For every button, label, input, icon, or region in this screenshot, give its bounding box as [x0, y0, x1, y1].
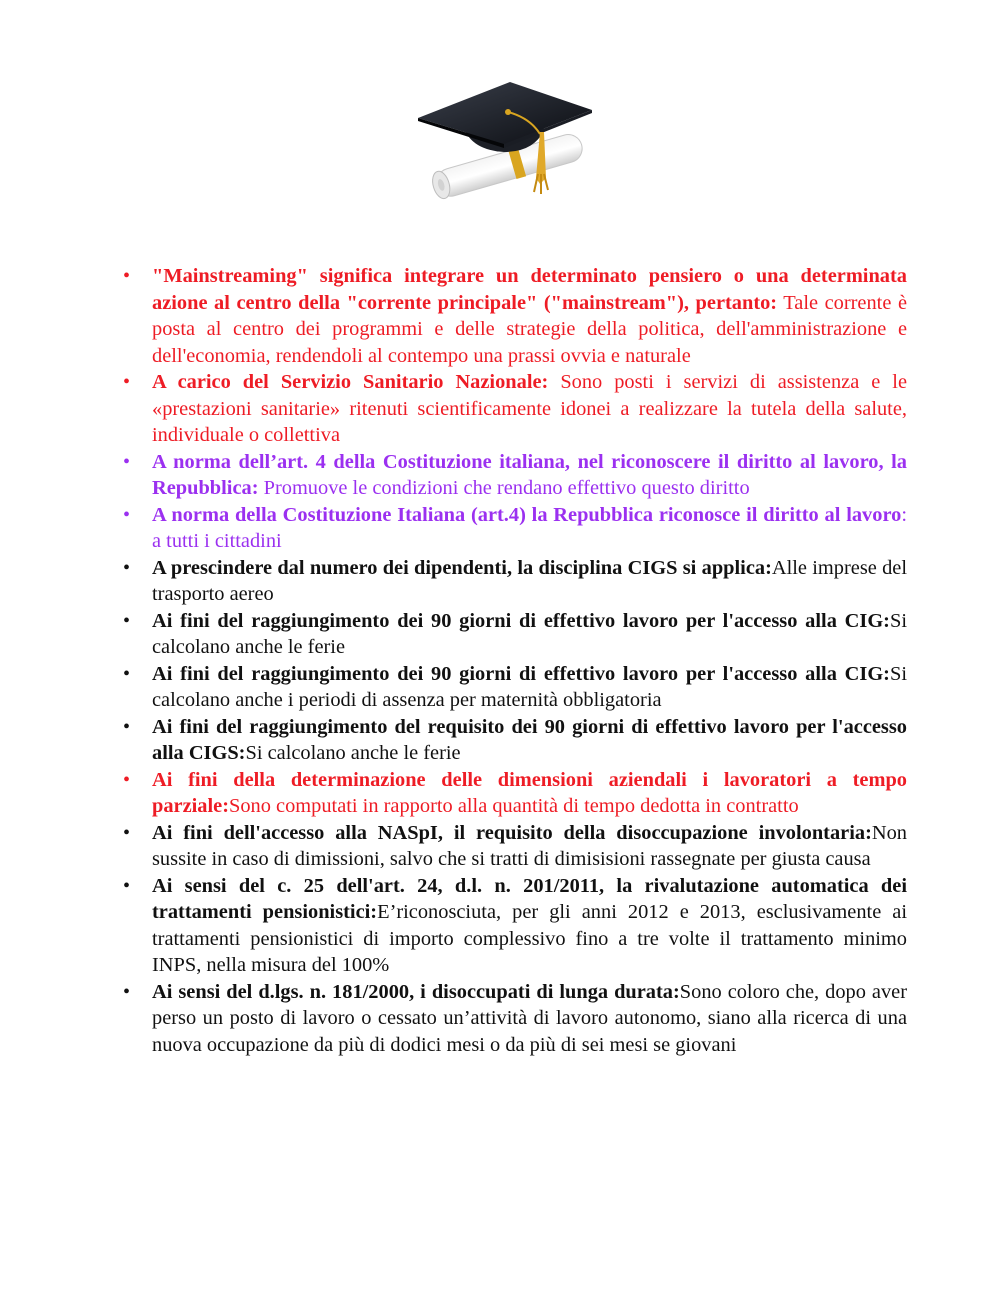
question-text: Ai fini del raggiungimento dei 90 giorni di effettivo lavoro per l'accesso alla CIG: [152, 609, 890, 632]
list-item [152, 263, 907, 369]
answer-text: Sono computati in rapporto alla quantità di tempo dedotta in contratto [229, 795, 799, 817]
list-item [152, 502, 907, 555]
list-item [152, 449, 907, 502]
answer-text: Sono coloro che, dopo aver perso un posto di lavoro o cessato un’attività di lavoro autonomo, siano alla ricerca di una nuova occupazione da più di dodici mesi o da più di sei mesi se giovani [152, 980, 907, 1056]
answer-text: Sono posti i servizi di assistenza e le «prestazioni sanitarie» ritenuti scientificamente idonei a realizzare la tutela della salute, individuale o collettiva [152, 371, 907, 446]
list-item [152, 820, 907, 873]
answer-text: E’riconosciuta, per gli anni 2012 e 2013, esclusivamente ai trattamenti pensionistici di importo complessivo fino a tre volte il trattamento minimo INPS, nella misura del 100% [152, 901, 908, 976]
list-item [152, 555, 907, 608]
answer-text: Alle imprese del trasporto aereo [152, 556, 907, 605]
question-text: A carico del Servizio Sanitario Nazionale: [152, 371, 549, 393]
list-item [152, 767, 907, 820]
answer-text: Si calcolano anche le ferie [152, 609, 907, 658]
question-text: Ai sensi del d.lgs. n. 181/2000, i disoccupati di lunga durata: [152, 980, 680, 1003]
list-item [152, 873, 907, 979]
list-item [152, 714, 907, 767]
question-text: Ai fini del raggiungimento del requisito dei 90 giorni di effettivo lavoro per l'accesso alla CIGS: [152, 715, 907, 764]
question-text: "Mainstreaming" significa integrare un determinato pensiero o una determinata azione al centro della "corrente principale" ("mainstream"), pertanto: [152, 265, 907, 314]
answer-text: : a tutti i cittadini [152, 503, 907, 552]
question-text: Ai fini dell'accesso alla NASpI, il requisito della disoccupazione involontaria: [152, 821, 872, 844]
question-text: A norma della Costituzione Italiana (art.4) la Repubblica riconosce il diritto al lavoro [152, 503, 902, 526]
question-text: A prescindere dal numero dei dipendenti, la disciplina CIGS si applica: [152, 556, 772, 579]
question-text: Ai sensi del c. 25 dell'art. 24, d.l. n. 201/2011, la rivalutazione automatica dei trattamenti pensionistici: [152, 874, 907, 923]
answer-text: Tale corrente è posta al centro dei programmi e delle strategie della politica, dell'amministrazione e dell'economia, rendendoli al contempo una prassi ovvia e naturale [152, 291, 907, 367]
list-item [152, 661, 907, 714]
answer-text: Si calcolano anche le ferie [245, 742, 461, 764]
list-item [152, 369, 907, 449]
list-item [152, 979, 907, 1059]
answer-text: Promuove le condizioni che rendano effettivo questo diritto [258, 477, 750, 499]
question-answer-list [152, 263, 907, 1058]
question-text: A norma dell’art. 4 della Costituzione italiana, nel riconoscere il diritto al lavoro, la Repubblica: [152, 450, 907, 499]
list-item [152, 608, 907, 661]
graduation-cap-diploma-icon [412, 74, 598, 200]
question-text: Ai fini del raggiungimento dei 90 giorni di effettivo lavoro per l'accesso alla CIG: [152, 662, 890, 685]
question-text: Ai fini della determinazione delle dimensioni aziendali i lavoratori a tempo parziale: [152, 768, 907, 817]
answer-text: Non sussite in caso di dimissioni, salvo che si tratti di dimisisioni rassegnate per giusta causa [152, 821, 907, 870]
answer-text: Si calcolano anche i periodi di assenza per maternità obbligatoria [152, 662, 907, 711]
